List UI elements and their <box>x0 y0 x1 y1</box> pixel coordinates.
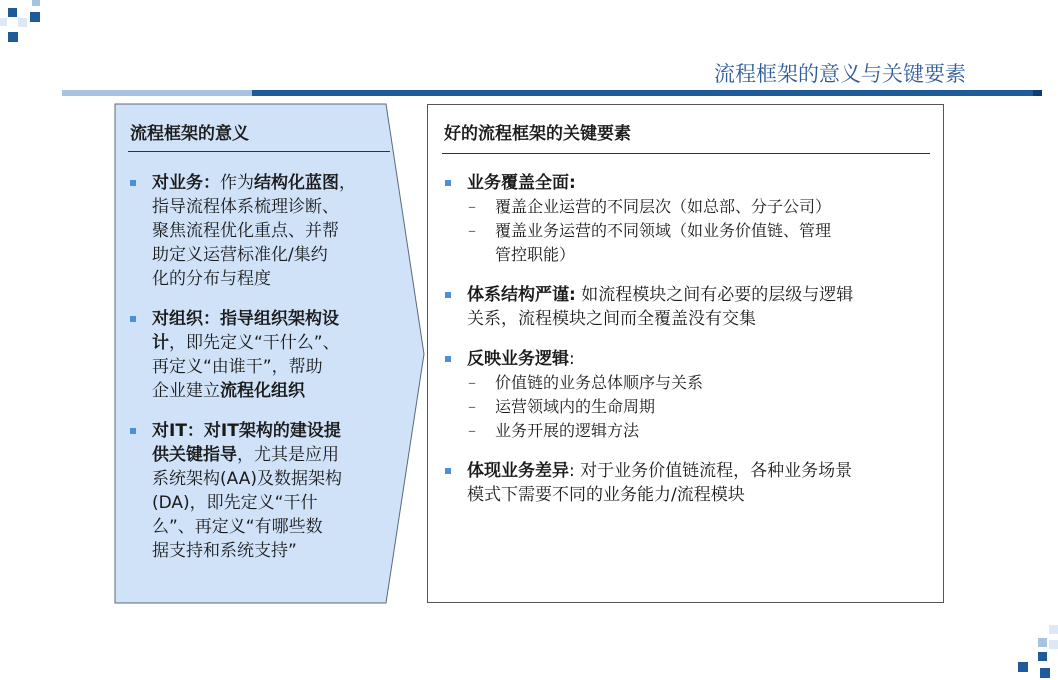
body-text: 聚焦流程优化重点、并帮 <box>152 221 339 241</box>
right-panel-divider <box>442 153 930 154</box>
right-bullet-list <box>445 171 935 507</box>
bold-text: 对组织：指导组织架构设 <box>152 309 339 329</box>
bullet-line <box>152 219 392 243</box>
left-panel-divider <box>128 151 390 152</box>
bullet-line <box>152 515 392 539</box>
body-text: : 对于业务价值链流程，各种业务场景 <box>569 461 853 481</box>
bullet-line <box>152 467 392 491</box>
body-text: 关系，流程模块之间而全覆盖没有交集 <box>467 309 756 329</box>
body-text: 如流程模块之间有必要的层级与逻辑 <box>575 285 854 305</box>
body-text: 模式下需要不同的业务能力/流程模块 <box>467 485 745 505</box>
body-text: ，尤其是应用 <box>237 445 339 465</box>
body-text: 化的分布与程度 <box>152 269 271 289</box>
corner-square <box>1049 640 1058 649</box>
bullet-square-icon <box>130 428 136 434</box>
sub-item <box>467 219 935 267</box>
bullet-line <box>467 171 935 195</box>
bold-text: 体现业务差异 <box>467 461 569 481</box>
bullet-item <box>130 307 392 403</box>
sub-item-line: 业务开展的逻辑方法 <box>495 421 640 440</box>
corner-square <box>8 8 17 17</box>
bullet-line <box>152 419 392 443</box>
bullet-line <box>467 307 935 331</box>
bullet-line <box>152 539 392 563</box>
bullet-item <box>445 459 935 507</box>
corner-square <box>1049 625 1058 634</box>
bold-text: 计 <box>152 333 169 353</box>
dash-icon: – <box>468 421 476 440</box>
bold-text: 供关键指导 <box>152 445 237 465</box>
left-panel <box>114 105 394 603</box>
bullet-square-icon <box>445 356 451 362</box>
corner-square <box>18 18 27 27</box>
corner-square <box>8 32 18 42</box>
bullet-line <box>467 483 935 507</box>
sub-item-line: 价值链的业务总体顺序与关系 <box>495 373 704 392</box>
bullet-line <box>152 379 392 403</box>
bullet-item <box>130 419 392 563</box>
bullet-line <box>467 347 935 371</box>
right-panel <box>427 104 944 603</box>
bullet-line <box>152 443 392 467</box>
bullet-item <box>445 283 935 331</box>
sub-item-line: 覆盖业务运营的不同领域（如业务价值链、管理 <box>495 221 832 240</box>
corner-square <box>1038 652 1047 661</box>
bullet-square-icon <box>445 180 451 186</box>
sub-item-line: 覆盖企业运营的不同层次（如总部、分子公司） <box>495 197 832 216</box>
sub-item <box>467 395 935 419</box>
bold-text: 结构化蓝图 <box>254 173 339 193</box>
body-text: 企业建立 <box>152 381 220 401</box>
body-text: : <box>569 349 575 369</box>
bullet-line <box>152 195 392 219</box>
body-text: (DA)，即先定义“干什 <box>152 493 318 513</box>
corner-square <box>1040 668 1050 678</box>
bullet-item <box>445 171 935 267</box>
bold-text: 对业务： <box>152 173 220 193</box>
bullet-square-icon <box>130 180 136 186</box>
dash-icon: – <box>468 397 476 416</box>
bullet-line <box>467 283 935 307</box>
dash-icon: – <box>468 373 476 392</box>
title-underline-end <box>1033 90 1042 96</box>
body-text: 系统架构(AA)及数据架构 <box>152 469 342 489</box>
bold-text: 业务覆盖全面: <box>467 173 576 193</box>
bold-text: 流程化组织 <box>220 381 305 401</box>
bullet-line <box>152 243 392 267</box>
bullet-item <box>445 347 935 443</box>
bold-text: 体系结构严谨: <box>467 285 576 305</box>
bullet-line <box>467 459 935 483</box>
corner-square <box>1018 662 1028 672</box>
bold-text: 对IT：对IT架构的建设提 <box>152 421 341 441</box>
sub-item-line: 管控职能） <box>495 245 576 264</box>
bullet-line <box>152 355 392 379</box>
body-text: ， <box>339 173 356 193</box>
slide-title: 流程框架的意义与关键要素 <box>714 62 966 86</box>
body-text: 助定义运营标准化/集约 <box>152 245 328 265</box>
bullet-line <box>152 331 392 355</box>
body-text: 据支持和系统支持” <box>152 541 297 561</box>
body-text: 指导流程体系梳理诊断、 <box>152 197 339 217</box>
bullet-line <box>152 307 392 331</box>
right-panel-heading: 好的流程框架的关键要素 <box>444 124 631 144</box>
corner-square <box>32 0 40 6</box>
sub-item <box>467 419 935 443</box>
corner-square <box>30 12 40 22</box>
body-text: 么”、再定义“有哪些数 <box>152 517 323 537</box>
dash-icon: – <box>468 221 476 240</box>
bullet-line <box>152 491 392 515</box>
body-text: ，即先定义“干什么”、 <box>169 333 340 353</box>
bold-text: 反映业务逻辑 <box>467 349 569 369</box>
bullet-line <box>152 171 392 195</box>
bullet-square-icon <box>445 468 451 474</box>
bullet-square-icon <box>130 316 136 322</box>
bullet-square-icon <box>445 292 451 298</box>
bullet-line <box>152 267 392 291</box>
sub-item-line: 运营领域内的生命周期 <box>495 397 656 416</box>
bullet-item <box>130 171 392 291</box>
body-text: 再定义“由谁干”，帮助 <box>152 357 323 377</box>
dash-icon: – <box>468 197 476 216</box>
sub-item <box>467 371 935 395</box>
corner-square <box>1038 638 1047 647</box>
body-text: 作为 <box>220 173 254 193</box>
sub-item <box>467 195 935 219</box>
left-panel-heading: 流程框架的意义 <box>130 124 249 144</box>
left-bullet-list <box>130 171 392 563</box>
title-underline-highlight <box>62 90 252 96</box>
corner-square <box>0 18 7 26</box>
